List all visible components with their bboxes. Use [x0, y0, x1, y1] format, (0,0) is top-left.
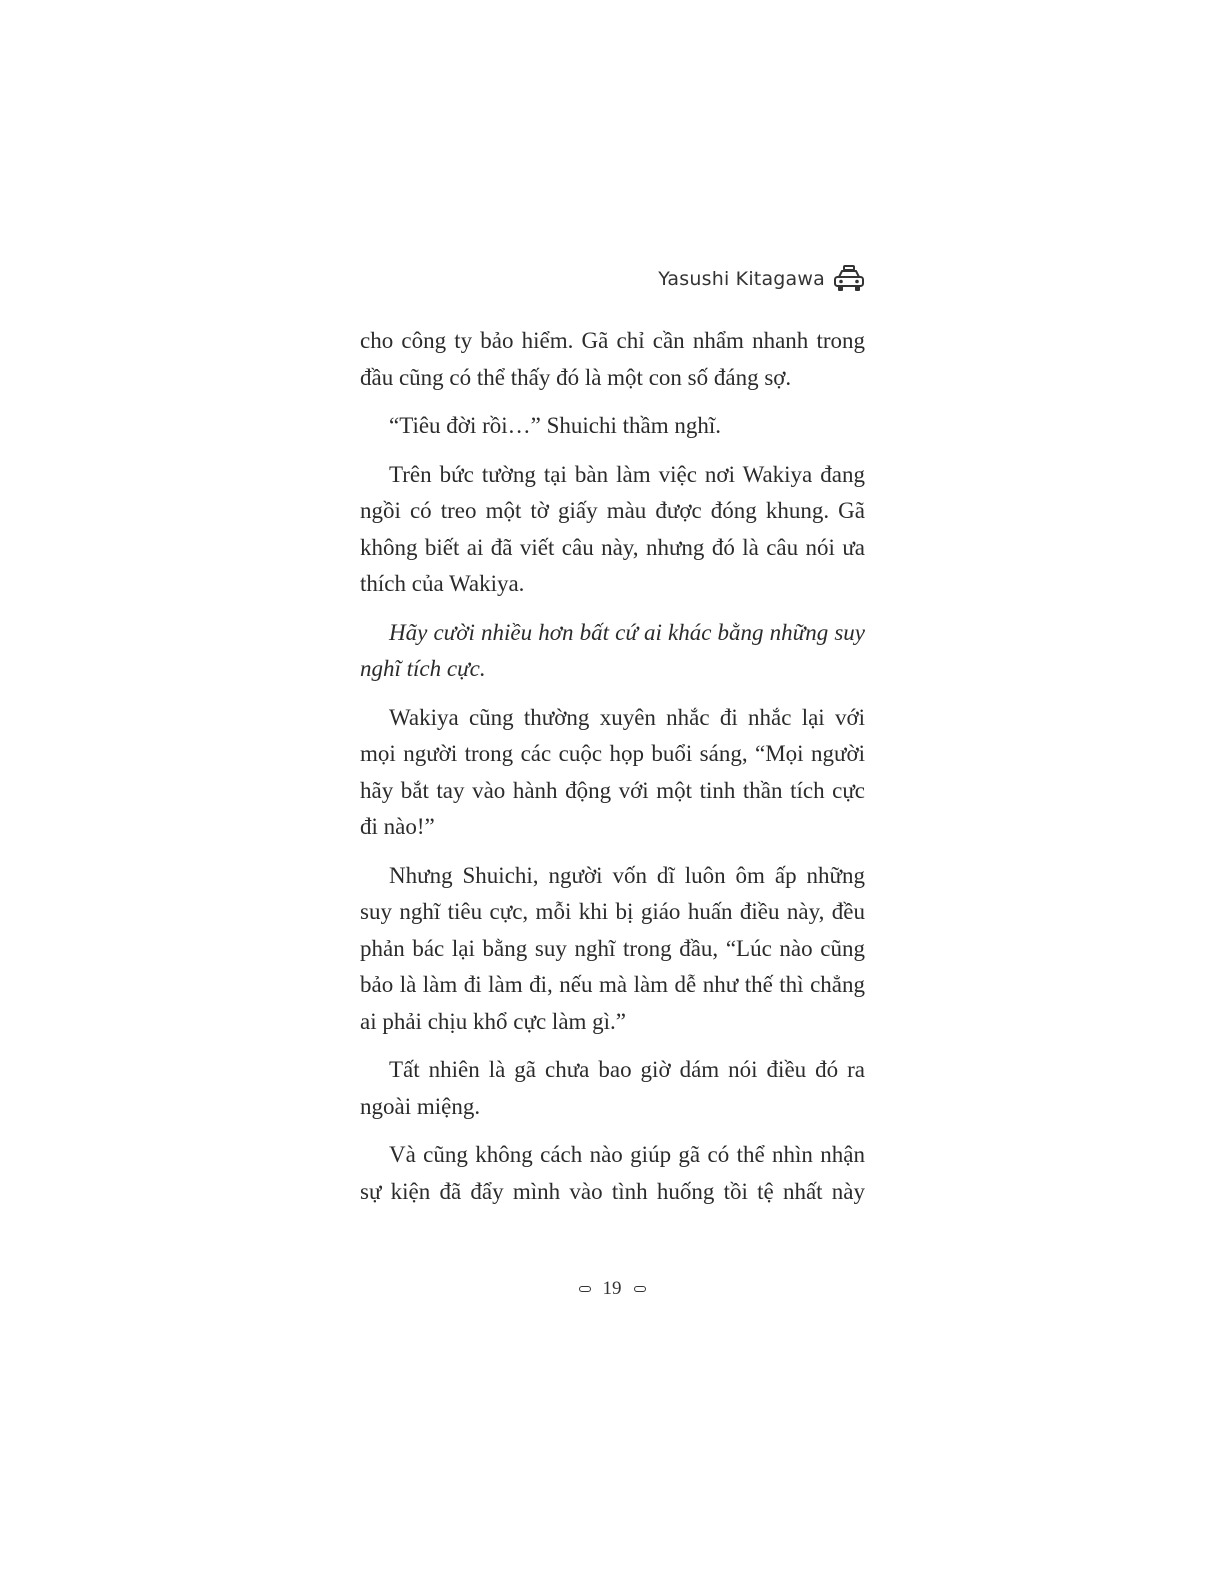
- page-number-text: 19: [602, 1278, 622, 1299]
- paragraph-6: Nhưng Shuichi, người vốn dĩ luôn ôm ấp những suy nghĩ tiêu cực, mỗi khi bị giáo huấn điều này, đều phản bác lại bằng suy nghĩ trong đầu, “Lúc nào cũng bảo là làm đi làm đi, nếu mà làm dễ như thế thì chẳng ai phải chịu khổ cực làm gì.”: [360, 862, 865, 1034]
- running-header: [360, 263, 865, 295]
- paragraph-7: Tất nhiên là gã chưa bao giờ dám nói điều đó ra ngoài miệng.: [360, 1057, 865, 1119]
- paragraph-3: Trên bức tường tại bàn làm việc nơi Wakiya đang ngồi có treo một tờ giấy màu được đóng khung. Gã không biết ai đã viết câu này, nhưng đó là câu nói ưa thích của Wakiya.: [360, 461, 865, 596]
- taxi-icon: [833, 265, 865, 293]
- page-number-left-ornament: [579, 1286, 591, 1292]
- paragraph-1: cho công ty bảo hiểm. Gã chỉ cần nhẩm nhanh trong đầu cũng có thể thấy đó là một con số đáng sợ.: [360, 328, 865, 390]
- author-name: Yasushi Kitagawa: [658, 268, 825, 290]
- page-number: [560, 1276, 664, 1302]
- italic-quote: Hãy cười nhiều hơn bất cứ ai khác bằng những suy nghĩ tích cực.: [360, 619, 865, 681]
- page-number-right-ornament: [634, 1286, 646, 1292]
- page-body: [360, 323, 865, 1222]
- paragraph-2: “Tiêu đời rồi…” Shuichi thầm nghĩ.: [389, 413, 722, 438]
- paragraph-5: Wakiya cũng thường xuyên nhắc đi nhắc lại với mọi người trong các cuộc họp buổi sáng, “Mọi người hãy bắt tay vào hành động với một tinh thần tích cực đi nào!”: [360, 704, 865, 839]
- paragraph-8: Và cũng không cách nào giúp gã có thể nhìn nhận sự kiện đã đẩy mình vào tình huống tồi tệ nhất này: [360, 1142, 865, 1204]
